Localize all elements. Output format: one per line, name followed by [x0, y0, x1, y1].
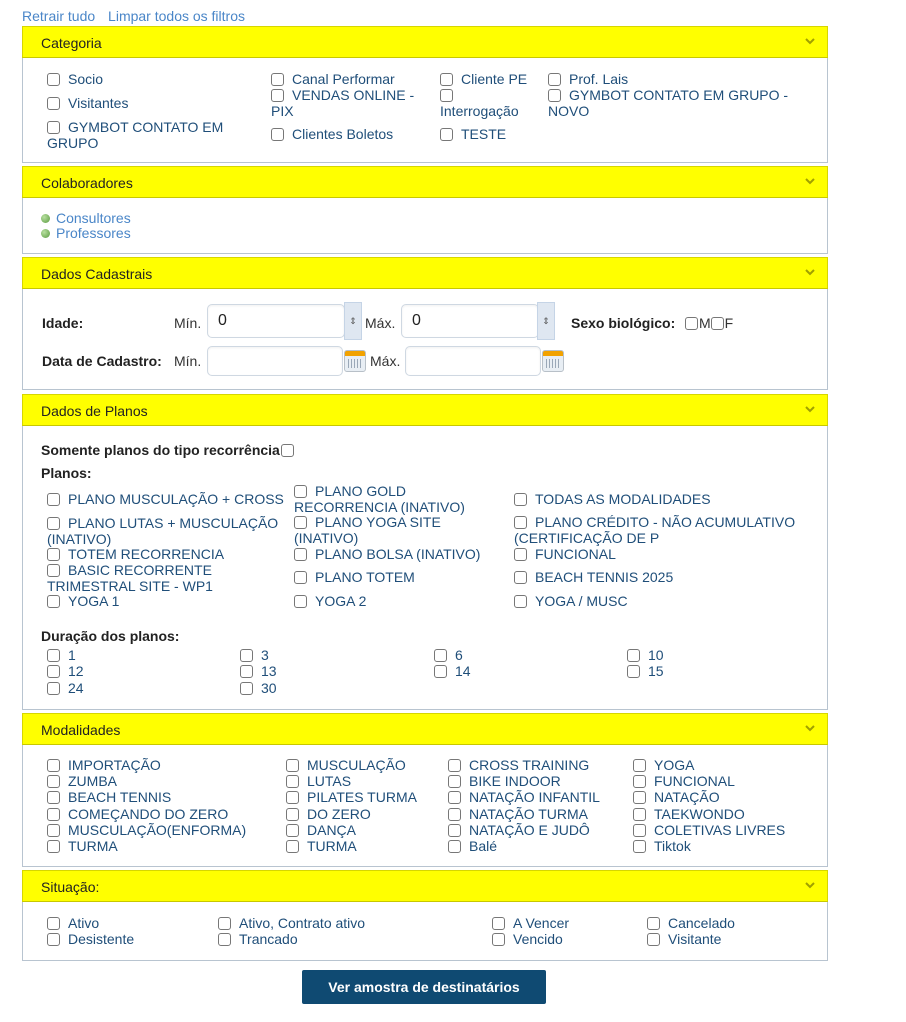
- categoria-item[interactable]: Prof. Lais: [548, 71, 628, 87]
- plano-item[interactable]: PLANO LUTAS + MUSCULAÇÃO (INATIVO): [47, 515, 279, 547]
- modalidades-header[interactable]: [22, 713, 828, 745]
- data-min-input[interactable]: [207, 346, 343, 376]
- checkbox[interactable]: [47, 791, 60, 804]
- idade-min-input[interactable]: 0: [207, 304, 345, 338]
- categoria-item[interactable]: Canal Performar: [271, 71, 395, 87]
- colaborador-professores[interactable]: Professores: [41, 225, 131, 241]
- modalidade-item[interactable]: NATAÇÃO INFANTIL: [448, 789, 600, 805]
- duracao-item[interactable]: 30: [240, 680, 277, 696]
- colaboradores-panel: [22, 166, 828, 254]
- checkbox[interactable]: [440, 73, 453, 86]
- categoria-item[interactable]: Clientes Boletos: [271, 126, 393, 142]
- situacao-header[interactable]: [22, 870, 828, 902]
- categoria-item[interactable]: GYMBOT CONTATO EM GRUPO: [47, 119, 224, 151]
- checkbox[interactable]: [286, 840, 299, 853]
- modalidade-item[interactable]: TURMA: [286, 838, 357, 854]
- checkbox[interactable]: [633, 808, 646, 821]
- categoria-title: Categoria: [41, 35, 102, 51]
- categoria-item[interactable]: GYMBOT CONTATO EM GRUPO - NOVO: [548, 87, 789, 119]
- data-max-label: Máx.: [370, 353, 401, 369]
- modalidade-item[interactable]: TAEKWONDO: [633, 806, 745, 822]
- calendar-icon[interactable]: [542, 350, 564, 372]
- modalidade-item[interactable]: IMPORTAÇÃO: [47, 757, 161, 773]
- data-max-input[interactable]: [405, 346, 541, 376]
- idade-min-spinner[interactable]: ⇕: [344, 302, 362, 340]
- checkbox[interactable]: [47, 649, 60, 662]
- idade-max-label: Máx.: [365, 315, 396, 331]
- checkbox[interactable]: [240, 649, 253, 662]
- idade-min-label: Mín.: [174, 315, 202, 331]
- modalidade-item[interactable]: TURMA: [47, 838, 118, 854]
- situacao-item[interactable]: Desistente: [47, 931, 134, 947]
- situacao-item[interactable]: Cancelado: [647, 915, 735, 931]
- categoria-header[interactable]: [22, 26, 828, 58]
- colaboradores-header[interactable]: [22, 166, 828, 198]
- checkbox[interactable]: [271, 73, 284, 86]
- dados-cadastrais-header[interactable]: [22, 257, 828, 289]
- checkbox[interactable]: [47, 682, 60, 695]
- dados-planos-panel: [22, 394, 828, 710]
- checkbox[interactable]: [440, 128, 453, 141]
- duracao-item[interactable]: 15: [627, 663, 664, 679]
- modalidade-item[interactable]: NATAÇÃO TURMA: [448, 806, 588, 822]
- duracao-label: Duração dos planos:: [41, 628, 180, 644]
- checkbox[interactable]: [440, 89, 453, 102]
- categoria-item[interactable]: Interrogação: [440, 87, 530, 119]
- checkbox[interactable]: [647, 917, 660, 930]
- checkbox[interactable]: [240, 665, 253, 678]
- checkbox[interactable]: [448, 840, 461, 853]
- duracao-item[interactable]: 10: [627, 647, 664, 663]
- checkbox[interactable]: [627, 665, 640, 678]
- dados-planos-header[interactable]: [22, 394, 828, 426]
- situacao-item[interactable]: Ativo: [47, 915, 99, 931]
- checkbox[interactable]: [633, 840, 646, 853]
- modalidade-item[interactable]: MUSCULAÇÃO: [286, 757, 406, 773]
- checkbox[interactable]: [218, 917, 231, 930]
- modalidade-item[interactable]: BIKE INDOOR: [448, 773, 561, 789]
- categoria-item[interactable]: Cliente PE: [440, 71, 527, 87]
- checkbox[interactable]: [47, 517, 60, 530]
- dados-cadastrais-panel: [22, 257, 828, 390]
- checkbox[interactable]: [294, 516, 307, 529]
- chevron-down-icon[interactable]: [805, 176, 815, 186]
- idade-max-input[interactable]: 0: [401, 304, 539, 338]
- checkbox[interactable]: [271, 89, 284, 102]
- chevron-down-icon[interactable]: [805, 36, 815, 46]
- checkbox[interactable]: [448, 824, 461, 837]
- checkbox[interactable]: [514, 571, 527, 584]
- modalidades-title: Modalidades: [41, 722, 121, 738]
- idade-label: Idade:: [42, 315, 84, 331]
- plano-item[interactable]: FUNCIONAL: [514, 546, 616, 562]
- checkbox[interactable]: [47, 493, 60, 506]
- plano-item[interactable]: TOTEM RECORRENCIA: [47, 546, 224, 562]
- modalidade-item[interactable]: FUNCIONAL: [633, 773, 735, 789]
- top-links: [22, 8, 254, 24]
- situacao-item[interactable]: Visitante: [647, 931, 721, 947]
- modalidade-item[interactable]: CROSS TRAINING: [448, 757, 589, 773]
- checkbox[interactable]: [548, 89, 561, 102]
- checkbox[interactable]: [434, 649, 447, 662]
- expand-bullet-icon: [41, 229, 50, 238]
- plano-item[interactable]: PLANO BOLSA (INATIVO): [294, 546, 480, 562]
- modalidade-item[interactable]: COLETIVAS LIVRES: [633, 822, 785, 838]
- duracao-item[interactable]: 3: [240, 647, 269, 663]
- plano-item[interactable]: BASIC RECORRENTE TRIMESTRAL SITE - WP1: [47, 562, 213, 594]
- plano-item[interactable]: TODAS AS MODALIDADES: [514, 491, 711, 507]
- duracao-item[interactable]: 14: [434, 663, 471, 679]
- checkbox[interactable]: [633, 791, 646, 804]
- duracao-item[interactable]: 6: [434, 647, 463, 663]
- dados-cadastrais-title: Dados Cadastrais: [41, 266, 153, 282]
- situacao-item[interactable]: A Vencer: [492, 915, 569, 931]
- checkbox[interactable]: [448, 808, 461, 821]
- checkbox[interactable]: [294, 548, 307, 561]
- checkbox[interactable]: [514, 548, 527, 561]
- collapse-all-link[interactable]: Retrair tudo: [22, 8, 96, 24]
- checkbox[interactable]: [47, 595, 60, 608]
- plano-item[interactable]: PLANO YOGA SITE (INATIVO): [294, 514, 441, 546]
- modalidade-item[interactable]: DO ZERO: [286, 806, 371, 822]
- checkbox[interactable]: [548, 73, 561, 86]
- situacao-title: Situação:: [41, 879, 100, 895]
- plano-item[interactable]: YOGA 2: [294, 593, 366, 609]
- checkbox[interactable]: [271, 128, 284, 141]
- clear-filters-link[interactable]: Limpar todos os filtros: [108, 8, 245, 24]
- sexo-m-checkbox[interactable]: [685, 317, 698, 330]
- expand-bullet-icon: [41, 214, 50, 223]
- checkbox[interactable]: [514, 493, 527, 506]
- chevron-down-icon[interactable]: [805, 267, 815, 277]
- checkbox[interactable]: [286, 791, 299, 804]
- checkbox[interactable]: [47, 824, 60, 837]
- modalidade-item[interactable]: Tiktok: [633, 838, 691, 854]
- checkbox[interactable]: [47, 97, 60, 110]
- modalidades-panel: [22, 713, 828, 867]
- calendar-icon[interactable]: [344, 350, 366, 372]
- checkbox[interactable]: [286, 808, 299, 821]
- dados-planos-title: Dados de Planos: [41, 403, 148, 419]
- data-cadastro-label: Data de Cadastro:: [42, 353, 162, 369]
- plano-item[interactable]: YOGA 1: [47, 593, 119, 609]
- chevron-down-icon[interactable]: [805, 723, 815, 733]
- plano-item[interactable]: PLANO TOTEM: [294, 569, 415, 585]
- checkbox[interactable]: [627, 649, 640, 662]
- modalidade-item[interactable]: LUTAS: [286, 773, 351, 789]
- checkbox[interactable]: [647, 933, 660, 946]
- situacao-item[interactable]: Trancado: [218, 931, 298, 947]
- sexo-f-checkbox[interactable]: [711, 317, 724, 330]
- checkbox[interactable]: [47, 917, 60, 930]
- modalidade-item[interactable]: BEACH TENNIS: [47, 789, 171, 805]
- categoria-item[interactable]: Socio: [47, 71, 103, 87]
- checkbox[interactable]: [514, 595, 527, 608]
- modalidade-item[interactable]: NATAÇÃO E JUDÔ: [448, 822, 590, 838]
- checkbox[interactable]: [633, 759, 646, 772]
- modalidade-item[interactable]: DANÇA: [286, 822, 356, 838]
- duracao-item[interactable]: 1: [47, 647, 76, 663]
- chevron-down-icon[interactable]: [805, 404, 815, 414]
- checkbox[interactable]: [47, 73, 60, 86]
- checkbox[interactable]: [294, 571, 307, 584]
- duracao-item[interactable]: 24: [47, 680, 84, 696]
- checkbox[interactable]: [47, 548, 60, 561]
- checkbox[interactable]: [294, 485, 307, 498]
- situacao-item[interactable]: Ativo, Contrato ativo: [218, 915, 365, 931]
- plano-item[interactable]: PLANO MUSCULAÇÃO + CROSS: [47, 491, 284, 507]
- modalidade-item[interactable]: Balé: [448, 838, 497, 854]
- checkbox[interactable]: [47, 808, 60, 821]
- checkbox[interactable]: [448, 775, 461, 788]
- checkbox[interactable]: [47, 775, 60, 788]
- colaboradores-title: Colaboradores: [41, 175, 133, 191]
- checkbox[interactable]: [633, 775, 646, 788]
- plano-item[interactable]: PLANO GOLD RECORRENCIA (INATIVO): [294, 483, 465, 515]
- recorrencia-checkbox[interactable]: [281, 444, 294, 457]
- sexo-label: Sexo biológico:: [571, 315, 676, 331]
- checkbox[interactable]: [286, 775, 299, 788]
- duracao-item[interactable]: 12: [47, 663, 84, 679]
- checkbox[interactable]: [286, 759, 299, 772]
- checkbox[interactable]: [286, 824, 299, 837]
- modalidade-item[interactable]: ZUMBA: [47, 773, 117, 789]
- checkbox[interactable]: [448, 759, 461, 772]
- checkbox[interactable]: [47, 121, 60, 134]
- sexo-options: M F: [685, 315, 733, 331]
- checkbox[interactable]: [218, 933, 231, 946]
- modalidade-item[interactable]: NATAÇÃO: [633, 789, 720, 805]
- plano-item[interactable]: YOGA / MUSC: [514, 593, 628, 609]
- situacao-item[interactable]: Vencido: [492, 931, 563, 947]
- plano-item[interactable]: PLANO CRÉDITO - NÃO ACUMULATIVO (CERTIFICAÇÃO DE P: [514, 514, 796, 546]
- chevron-down-icon[interactable]: [805, 880, 815, 890]
- checkbox[interactable]: [240, 682, 253, 695]
- plano-item[interactable]: BEACH TENNIS 2025: [514, 569, 673, 585]
- checkbox[interactable]: [492, 933, 505, 946]
- preview-recipients-button[interactable]: Ver amostra de destinatários: [302, 970, 546, 1004]
- recorrencia-option[interactable]: Somente planos do tipo recorrência: [41, 442, 302, 458]
- checkbox[interactable]: [47, 840, 60, 853]
- checkbox[interactable]: [448, 791, 461, 804]
- checkbox[interactable]: [434, 665, 447, 678]
- checkbox[interactable]: [47, 665, 60, 678]
- planos-label: Planos:: [41, 465, 92, 481]
- modalidade-item[interactable]: PILATES TURMA: [286, 789, 417, 805]
- checkbox[interactable]: [294, 595, 307, 608]
- modalidade-item[interactable]: MUSCULAÇÃO(ENFORMA): [47, 822, 246, 838]
- categoria-item[interactable]: Visitantes: [47, 95, 128, 111]
- colaborador-consultores[interactable]: Consultores: [41, 210, 131, 226]
- checkbox[interactable]: [47, 933, 60, 946]
- checkbox[interactable]: [514, 516, 527, 529]
- data-min-label: Mín.: [174, 353, 202, 369]
- modalidade-item[interactable]: YOGA: [633, 757, 694, 773]
- idade-max-spinner[interactable]: ⇕: [537, 302, 555, 340]
- checkbox[interactable]: [633, 824, 646, 837]
- modalidade-item[interactable]: COMEÇANDO DO ZERO: [47, 806, 228, 822]
- checkbox[interactable]: [492, 917, 505, 930]
- categoria-panel: [22, 26, 828, 163]
- checkbox[interactable]: [47, 759, 60, 772]
- situacao-panel: [22, 870, 828, 961]
- duracao-item[interactable]: 13: [240, 663, 277, 679]
- categoria-item[interactable]: TESTE: [440, 126, 506, 142]
- checkbox[interactable]: [47, 564, 60, 577]
- categoria-item[interactable]: VENDAS ONLINE - PIX: [271, 87, 415, 119]
